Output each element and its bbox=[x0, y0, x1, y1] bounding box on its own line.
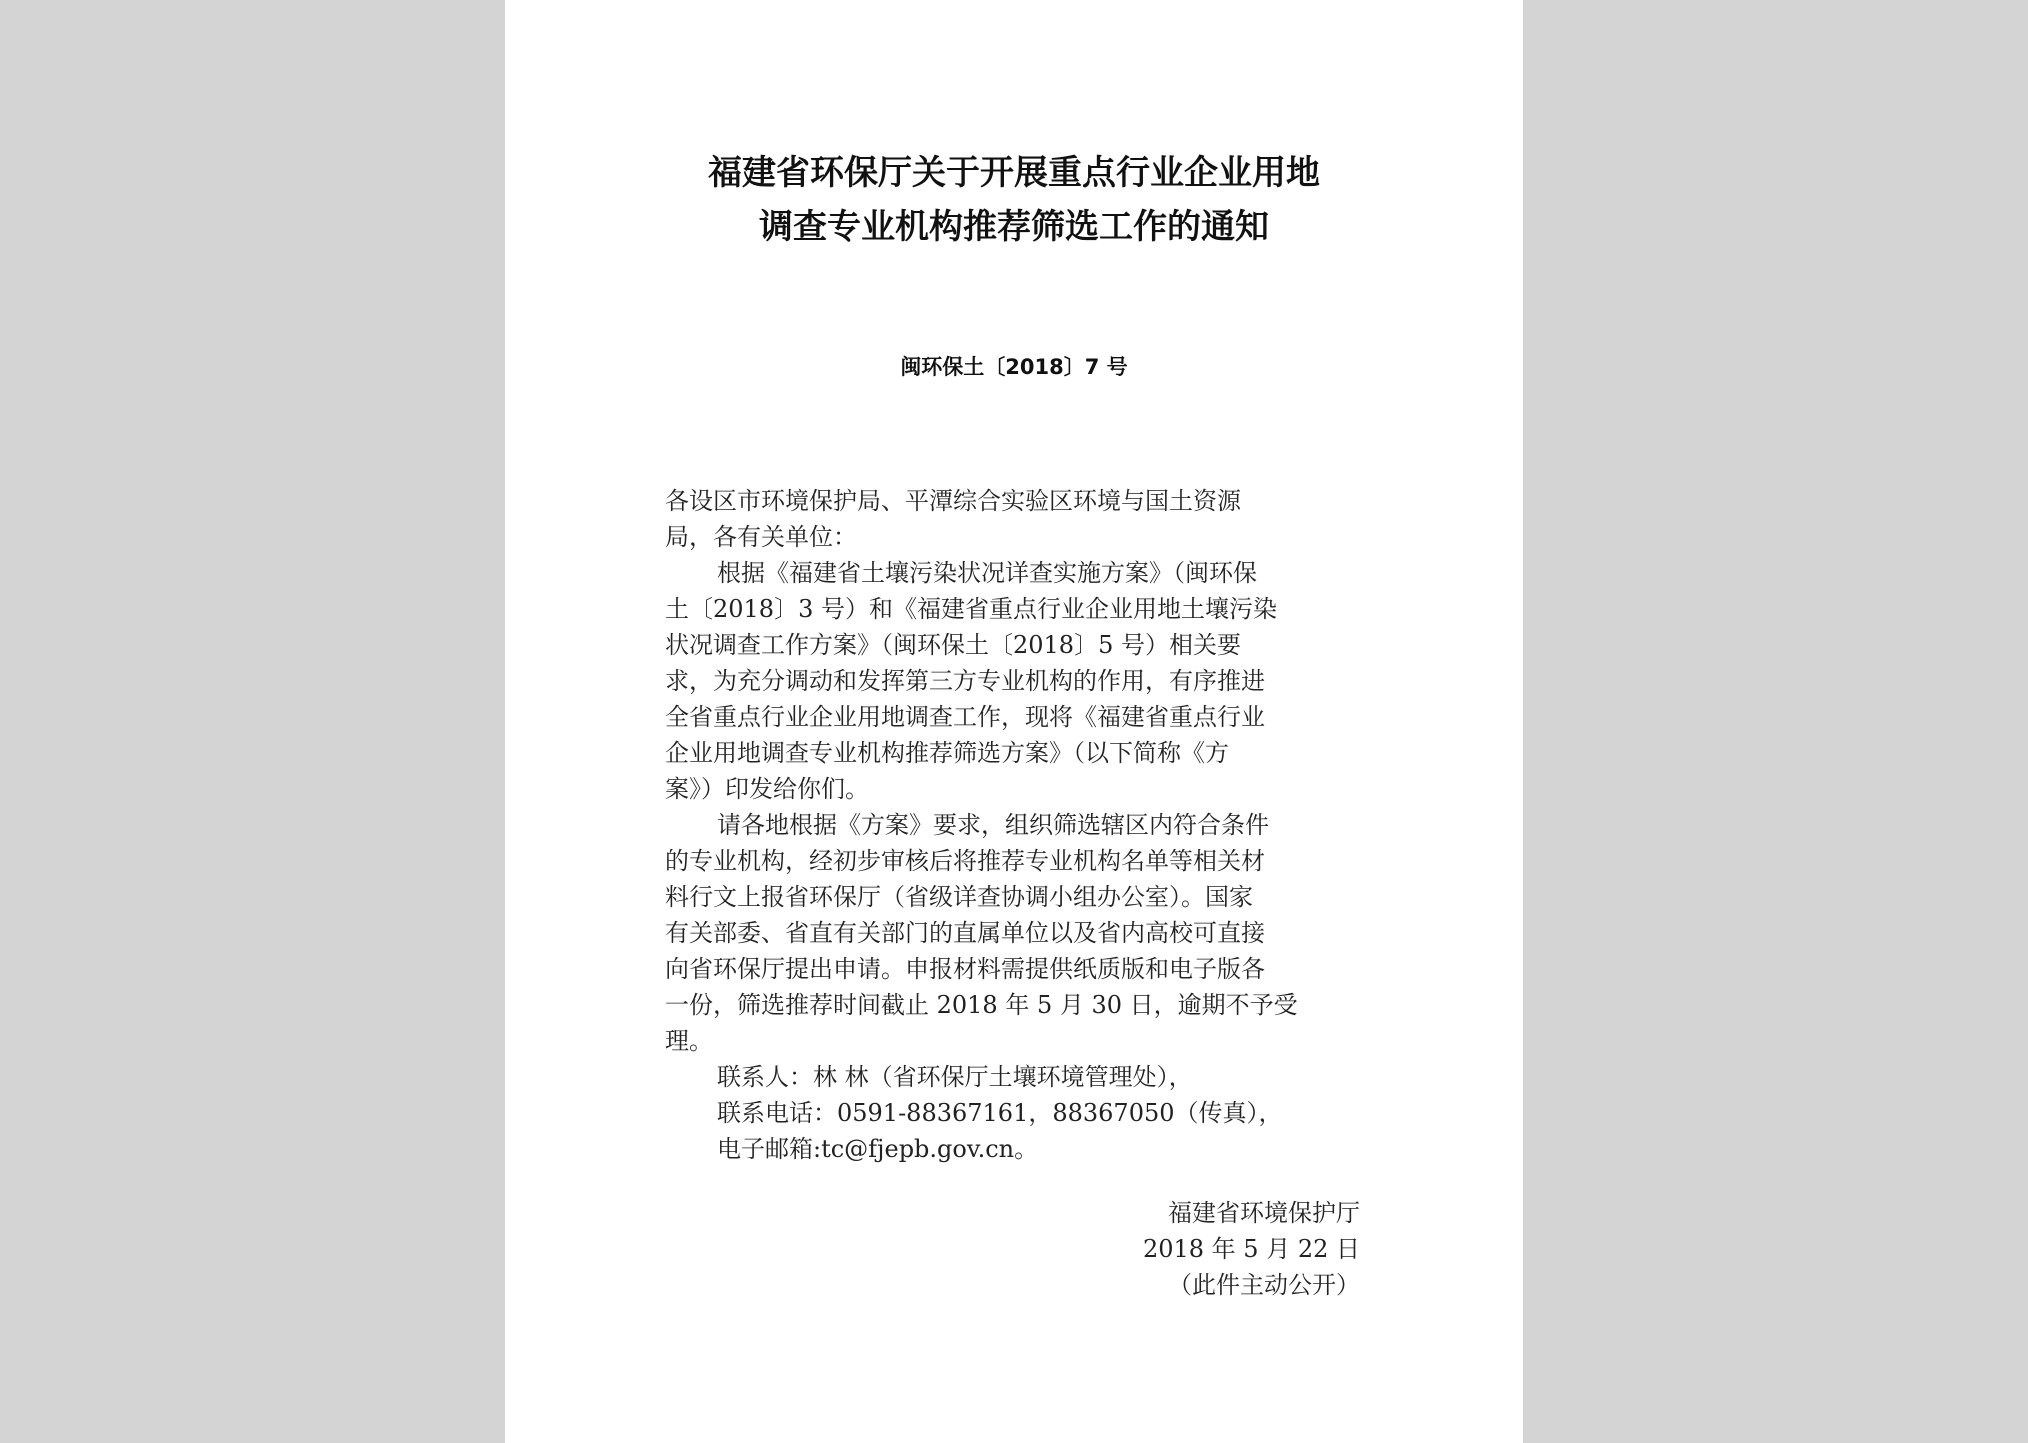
body-line: 有关部委、省直有关部门的直属单位以及省内高校可直接 bbox=[665, 919, 1265, 947]
body-line: 的专业机构，经初步审核后将推荐专业机构名单等相关材 bbox=[665, 847, 1265, 875]
body-line: 求，为充分调动和发挥第三方专业机构的作用，有序推进 bbox=[665, 667, 1265, 695]
body-line: 料行文上报省环保厅（省级详查协调小组办公室）。国家 bbox=[665, 883, 1253, 911]
body-line: 各设区市环境保护局、平潭综合实验区环境与国土资源 bbox=[665, 487, 1241, 515]
document-title bbox=[505, 146, 1523, 254]
body-line: 案》）印发给你们。 bbox=[665, 775, 869, 803]
title-line-2: 调查专业机构推荐筛选工作的通知 bbox=[759, 207, 1269, 247]
contact-person: 联系人：林 林（省环保厅土壤环境管理处）， bbox=[717, 1063, 1193, 1091]
body-line: 一份，筛选推荐时间截止 2018 年 5 月 30 日，逾期不予受 bbox=[665, 991, 1298, 1019]
title-line-1: 福建省环保厅关于开展重点行业企业用地 bbox=[708, 153, 1320, 193]
contact-email: 电子邮箱:tc@fjepb.gov.cn。 bbox=[717, 1135, 1039, 1163]
body-line: 理。 bbox=[665, 1027, 713, 1055]
body-line: 企业用地调查专业机构推荐筛选方案》（以下简称《方 bbox=[665, 739, 1229, 767]
body-line: 全省重点行业企业用地调查工作，现将《福建省重点行业 bbox=[665, 703, 1265, 731]
body-line: 向省环保厅提出申请。申报材料需提供纸质版和电子版各 bbox=[665, 955, 1265, 983]
document-body bbox=[665, 483, 1365, 1167]
signoff-block bbox=[505, 1195, 1360, 1303]
contact-phone: 联系电话：0591-88367161，88367050（传真）， bbox=[717, 1099, 1283, 1127]
document-page bbox=[505, 0, 1523, 1443]
body-line: 状况调查工作方案》（闽环保土〔2018〕5 号）相关要 bbox=[665, 631, 1241, 659]
body-line: 土〔2018〕3 号）和《福建省重点行业企业用地土壤污染 bbox=[665, 595, 1277, 623]
body-line: 根据《福建省土壤污染状况详查实施方案》（闽环保 bbox=[717, 559, 1257, 587]
body-line: 局，各有关单位： bbox=[665, 523, 857, 551]
signoff-org: 福建省环境保护厅 bbox=[1168, 1199, 1360, 1227]
signoff-date: 2018 年 5 月 22 日 bbox=[1142, 1235, 1360, 1263]
signoff-note: （此件主动公开） bbox=[1168, 1271, 1360, 1299]
body-line: 请各地根据《方案》要求，组织筛选辖区内符合条件 bbox=[717, 811, 1269, 839]
document-number: 闽环保土〔2018〕7 号 bbox=[900, 355, 1128, 379]
